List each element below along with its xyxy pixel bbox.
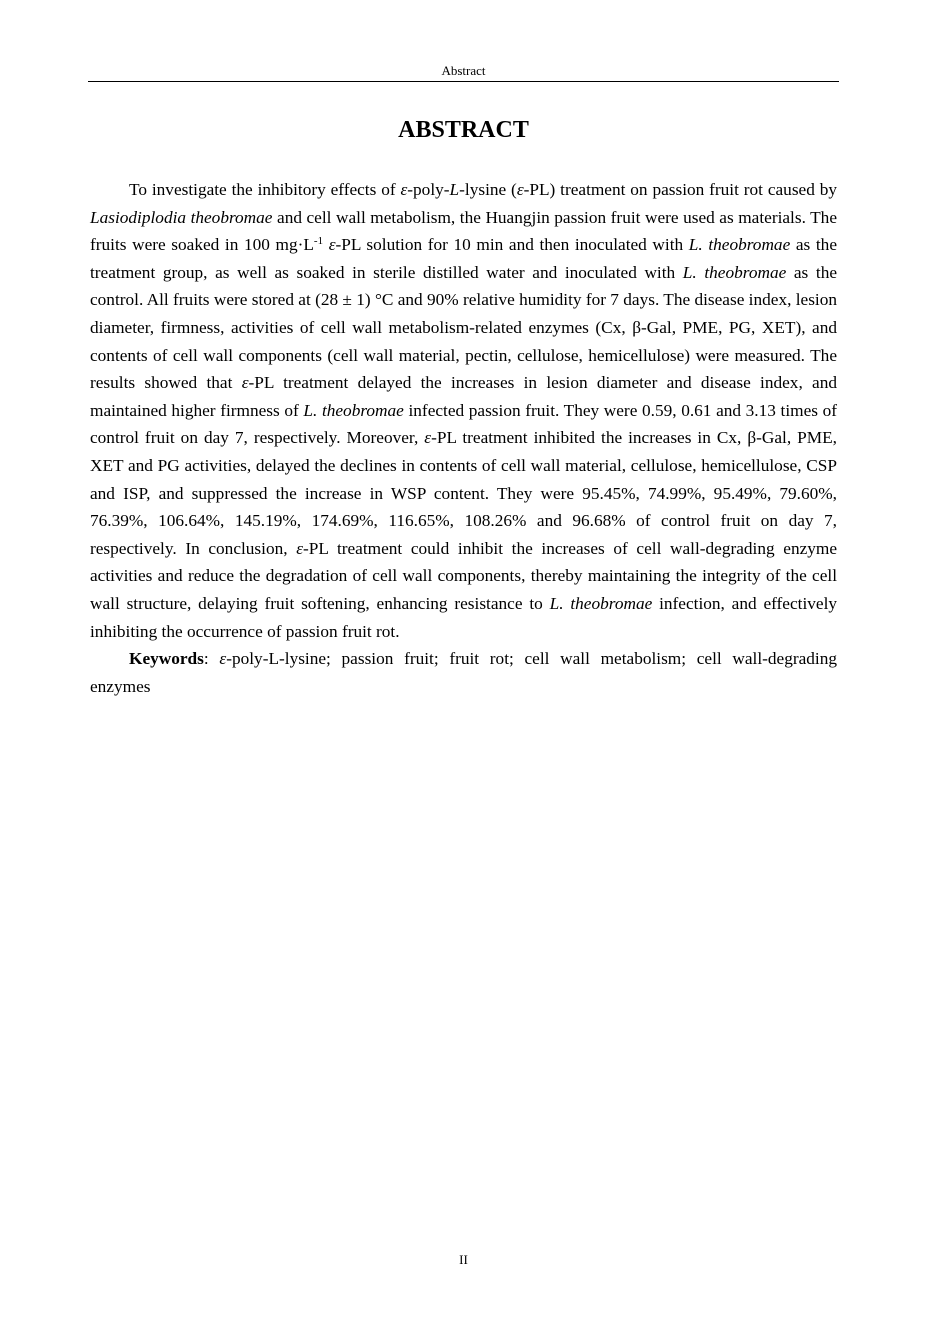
text-run: infection, and effectively inhibiting the occurrence of passion fruit rot. [90,593,838,641]
text-run: -PL treatment delayed the increases in lesion diameter and disease index, and maintained higher firmness of [90,373,838,420]
text-run: as the control. All fruits were stored at (28 ± 1) °C and 90% relative humidity for 7 days. The disease index, lesion diameter, firmness, activities of cell wall metabolism-related enzymes (Cx, β-Gal, PME, PG, XET), and contents of cell wall components (cell wall material, pectin, cellulose, hemicellulose) were measured. The results showed that [90,262,838,393]
text-run: -PL treatment could inhibit the increases of cell wall-degrading enzyme activities and reduce the degradation of cell wall components, thereby maintaining the integrity of the cell wall structure, delaying fruit softening, enhancing resistance to [90,538,838,613]
text-run: infected passion fruit. They were 0.59, 0.61 and 3.13 times of control fruit on day 7, respectively. Moreover, [90,400,837,448]
italic-run: L [449,180,460,199]
keywords-label: Keywords [129,649,204,669]
header-rule [88,81,839,82]
text-run: -lysine ( [459,180,517,199]
italic-run: ε [516,180,524,199]
text-run: -PL solution for 10 min and then inoculated with [335,235,689,255]
text-run: To investigate the inhibitory effects of [129,180,401,199]
text-run: -PL) treatment on passion fruit rot caused by [523,180,838,199]
abstract-body [90,176,837,700]
text-run: -PL treatment inhibited the increases in Cx, β-Gal, PME, XET and PG activities, delayed the declines in contents of cell wall material, cellulose, hemicellulose, CSP and ISP, and suppressed the increase in WSP content. They were 95.45%, 74.99%, 95.49%, 79.60%, 76.39%, 106.64%, 145.19%, 174.69%, 116.65%, 108.26% and 96.68% of control fruit on day 7, respectively. In conclusion, [90,428,837,558]
running-header: Abstract [441,63,486,78]
species-name: L. theobromae [549,593,653,613]
text-run: and cell wall metabolism, the Huangjin passion fruit were used as materials. The fruits were soaked in 100 mg·L [90,207,837,255]
italic-run: ε [400,180,408,199]
text-run: -poly- [407,180,450,199]
keywords-paragraph [90,645,837,700]
species-name: L. theobromae [303,400,404,420]
abstract-paragraph [90,176,837,645]
keywords-list: -poly-L-lysine; passion fruit; fruit rot; cell wall metabolism; cell wall-degrading enzymes [90,649,838,696]
text-run: as the treatment group, as well as soaked in sterile distilled water and inoculated with [90,235,837,282]
species-name: L. theobromae [682,262,787,282]
species-name: Lasiodiplodia theobromae [90,207,273,227]
page-title: ABSTRACT [398,117,529,143]
italic-run: ε [241,373,249,393]
page-number: II [459,1252,468,1267]
superscript: -1 [313,235,324,248]
italic-run: ε [328,235,336,255]
italic-run: ε [424,428,432,448]
species-name: L. theobromae [688,235,791,255]
keywords-separator: : [203,649,220,669]
italic-run: ε [296,538,304,558]
italic-run: ε [219,649,227,669]
